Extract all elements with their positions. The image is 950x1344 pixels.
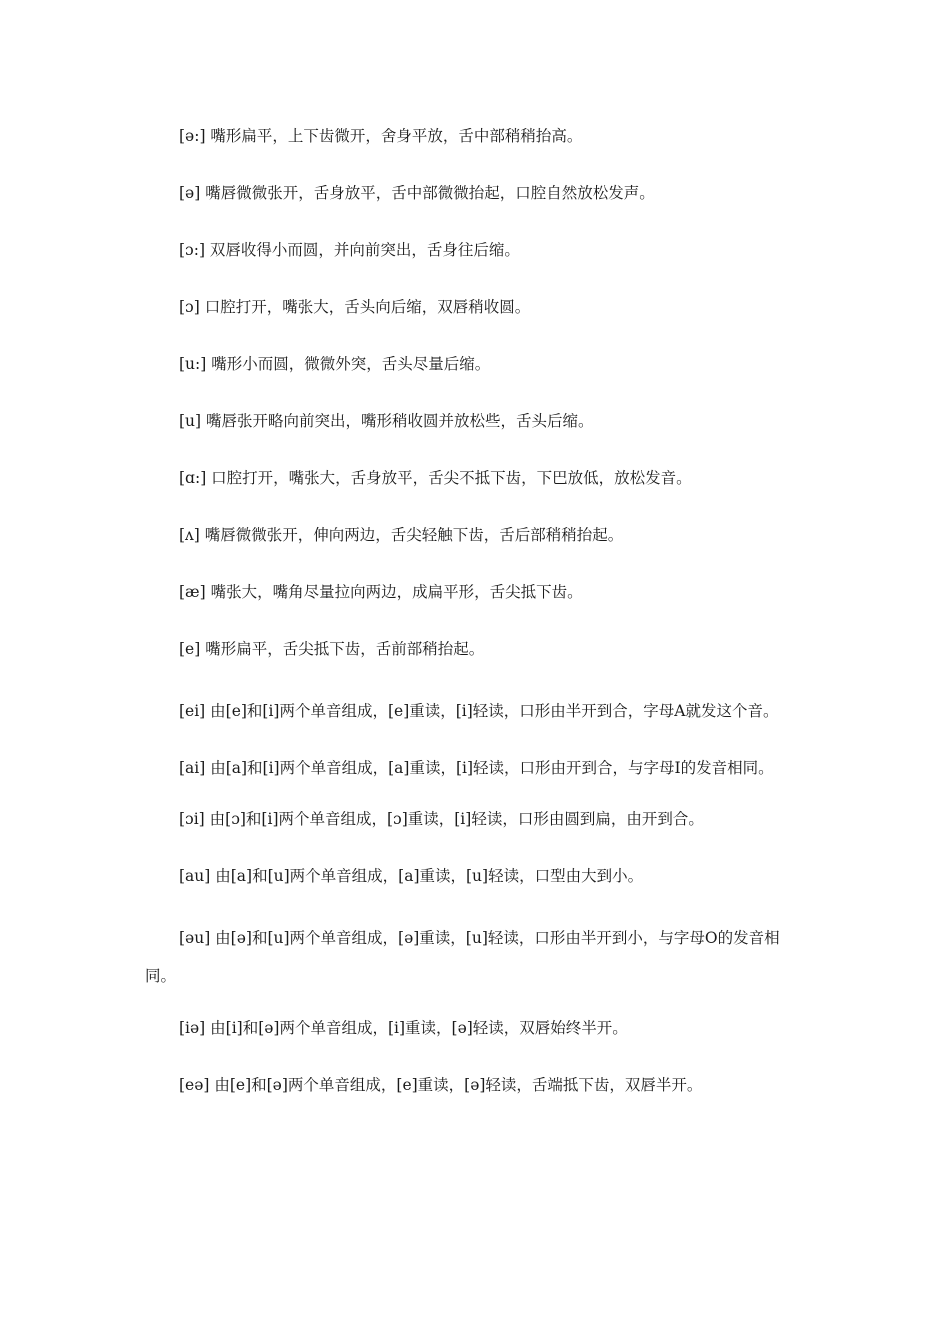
paragraph-au: [au] 由[a]和[u]两个单音组成，[a]重读，[u]轻读，口型由大到小。 bbox=[179, 867, 644, 885]
paragraph-open-o: [ɔ] 口腔打开，嘴张大，舌头向后缩，双唇稍收圆。 bbox=[179, 298, 531, 316]
document-body bbox=[145, 122, 810, 1128]
paragraph-ou: [əu] 由[ə]和[u]两个单音组成，[ə]重读，[u]轻读，口形由半开到小，与字母O的发音相同。 bbox=[145, 929, 780, 985]
paragraph-ia: [iə] 由[i]和[ə]两个单音组成，[i]重读，[ə]轻读，双唇始终半开。 bbox=[179, 1018, 628, 1037]
paragraph-schwa: [ə] 嘴唇微微张开，舌身放平，舌中部微微抬起，口腔自然放松发声。 bbox=[179, 184, 655, 202]
paragraph-ei: [ei] 由[e]和[i]两个单音组成，[e]重读，[i]轻读，口形由半开到合，字母A就发这个音。 bbox=[179, 702, 779, 720]
paragraph-a-long: [ɑ:] 口腔打开，嘴张大，舌身放平，舌尖不抵下齿，下巴放低，放松发音。 bbox=[179, 469, 692, 487]
paragraph-open-o-long: [ɔ:] 双唇收得小而圆，并向前突出，舌身往后缩。 bbox=[179, 241, 520, 259]
paragraph-ai: [ai] 由[a]和[i]两个单音组成，[a]重读，[i]轻读，口形由开到合，与字母I的发音相同。 bbox=[179, 758, 774, 777]
paragraph-schwa-long: [ə:] 嘴形扁平，上下齿微开，舍身平放，舌中部稍稍抬高。 bbox=[179, 127, 583, 145]
paragraph-e: [e] 嘴形扁平，舌尖抵下齿，舌前部稍抬起。 bbox=[179, 640, 485, 658]
paragraph-u-long: [u:] 嘴形小而圆，微微外突，舌头尽量后缩。 bbox=[179, 355, 491, 373]
paragraph-u: [u] 嘴唇张开略向前突出，嘴形稍收圆并放松些，舌头后缩。 bbox=[179, 412, 594, 430]
paragraph-ae: [æ] 嘴张大，嘴角尽量拉向两边，成扁平形，舌尖抵下齿。 bbox=[179, 583, 583, 601]
paragraph-ea: [eə] 由[e]和[ə]两个单音组成，[e]重读，[ə]轻读，舌端抵下齿，双唇半开。 bbox=[179, 1075, 703, 1094]
paragraph-wedge: [ʌ] 嘴唇微微张开，伸向两边，舌尖轻触下齿，舌后部稍稍抬起。 bbox=[179, 526, 624, 544]
paragraph-oi: [ɔi] 由[ɔ]和[i]两个单音组成，[ɔ]重读，[i]轻读，口形由圆到扁，由开到合。 bbox=[179, 810, 704, 828]
